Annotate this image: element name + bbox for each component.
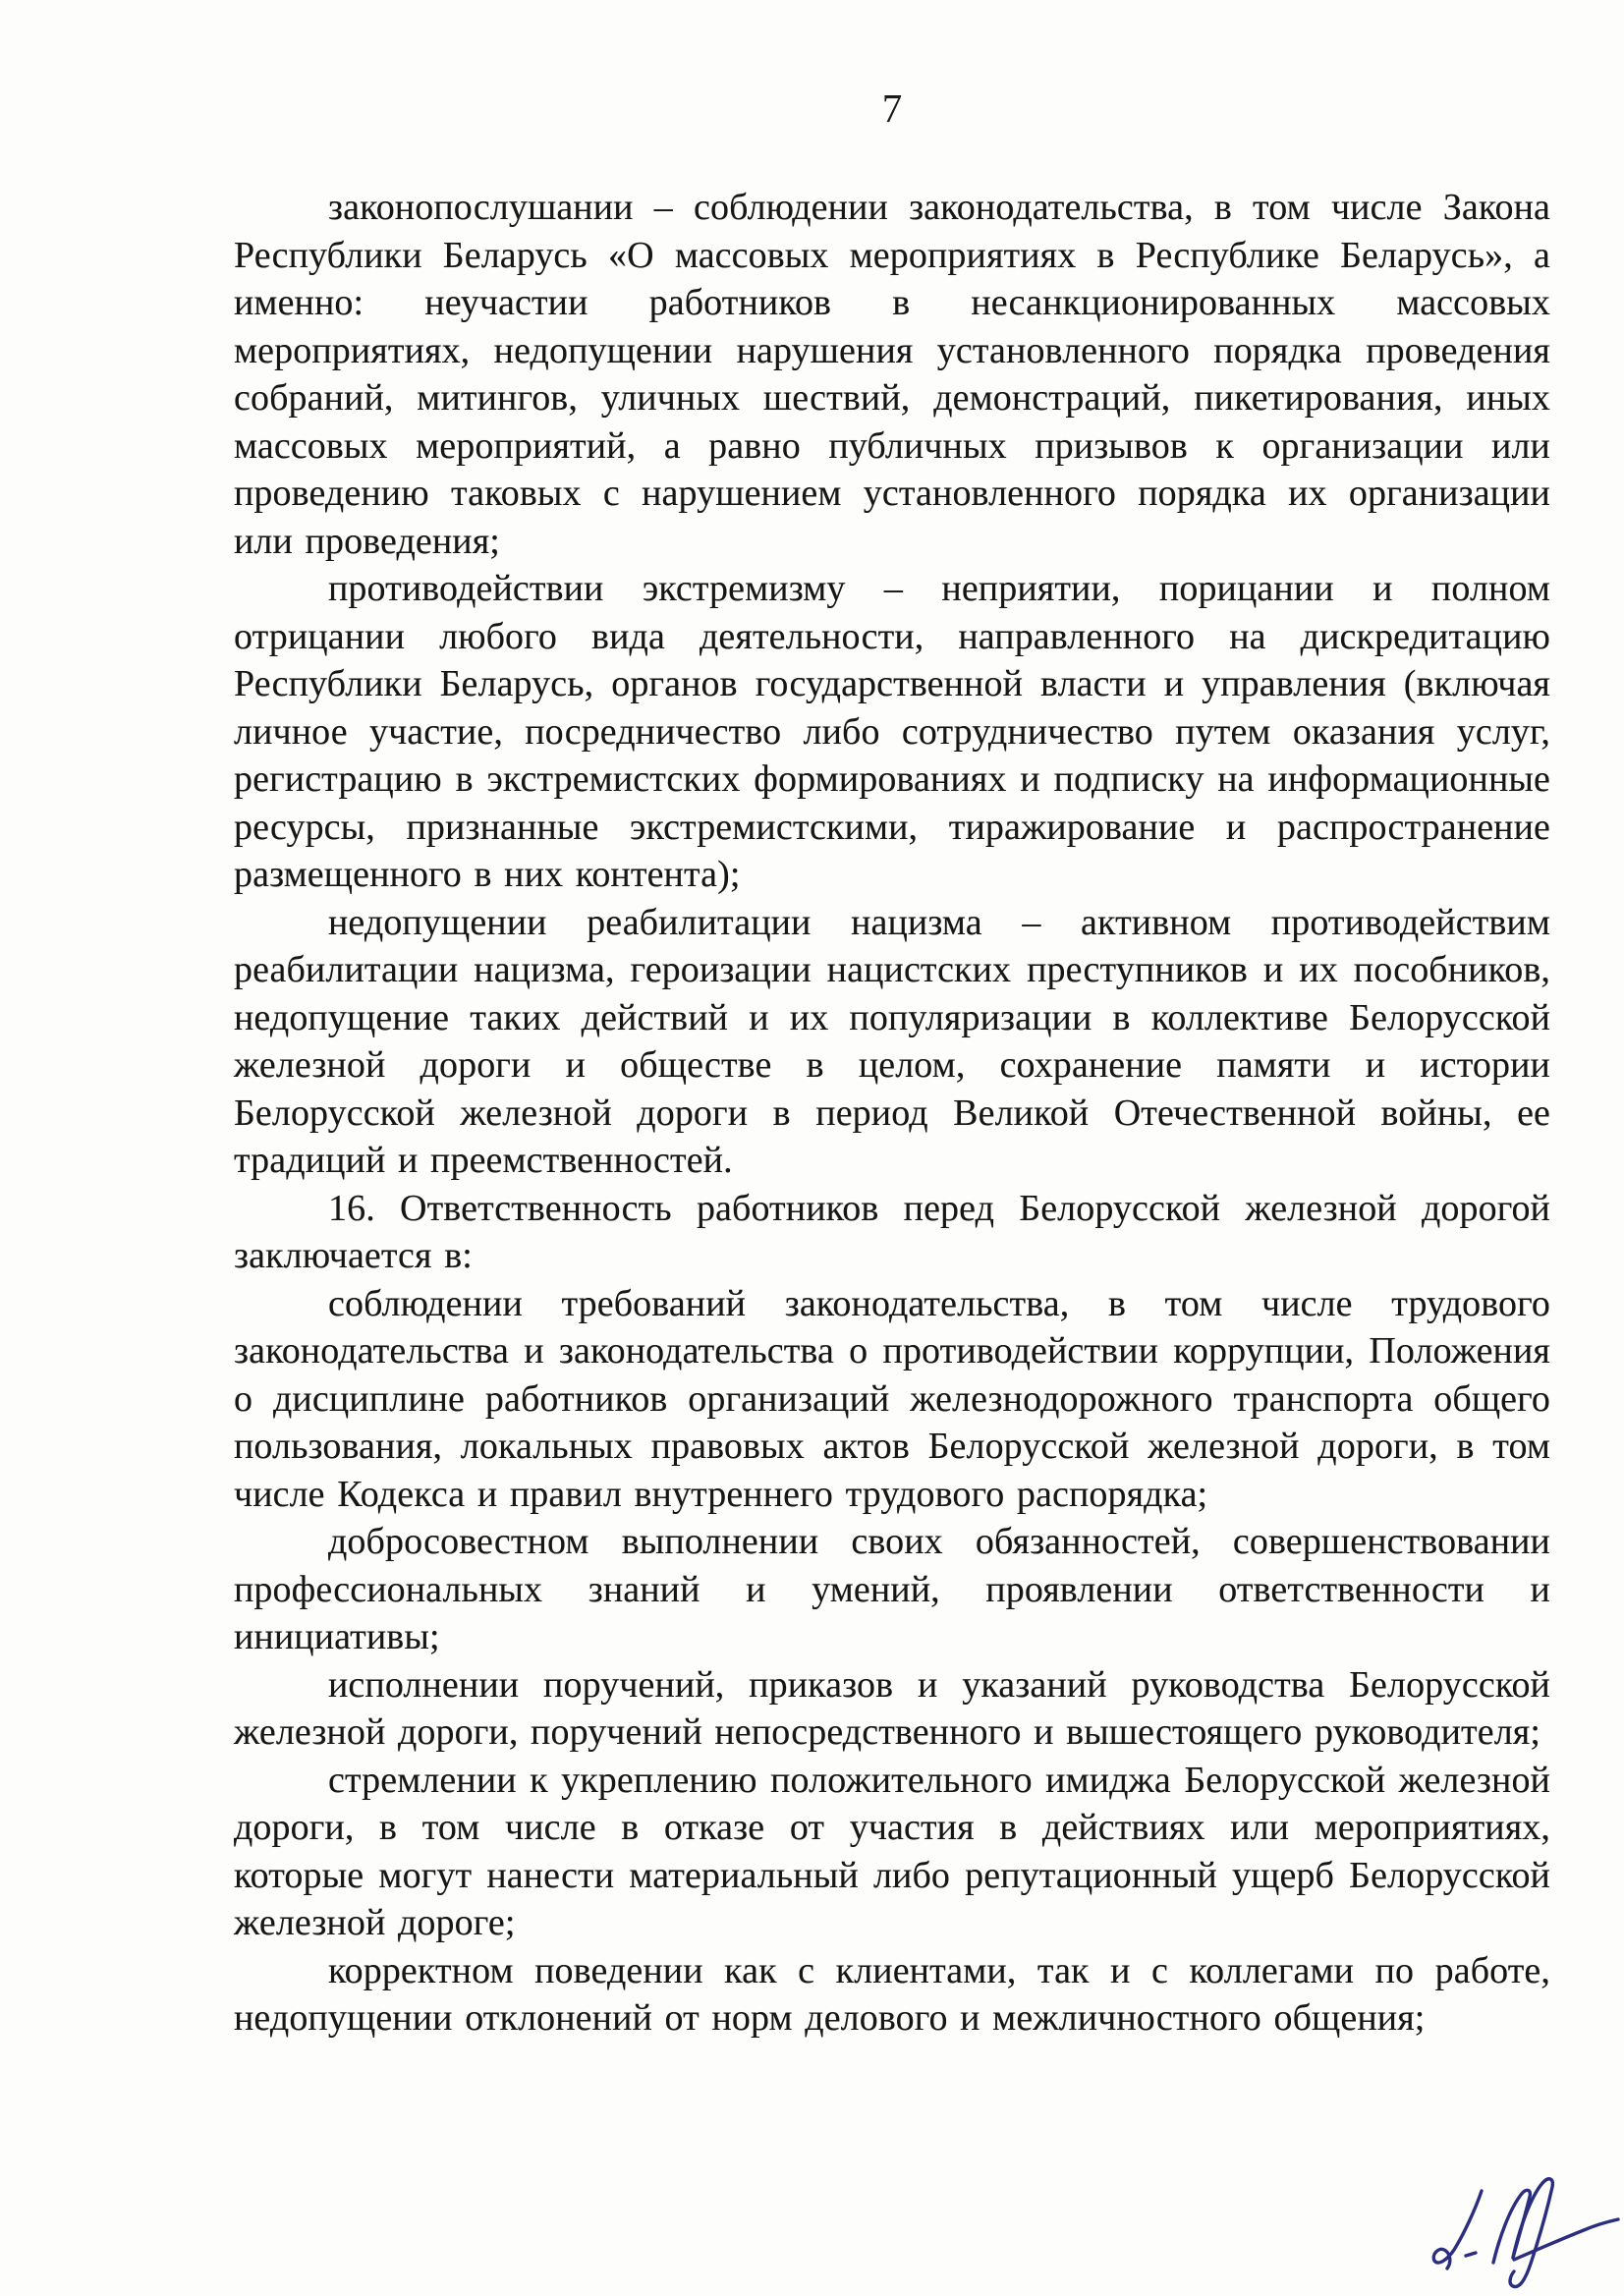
paragraph-correct-behavior: корректном поведении как с клиентами, так и с коллегами по работе, недопущении отклонений от норм делового и межличностного общения;: [234, 1949, 1550, 2039]
paragraph-lawfulness: законопослушании – соблюдении законодательства, в том числе Закона Республики Беларусь «О массовых мероприятиях в Республике Беларусь», а именно: неучастии работников в несанкционированных массовых мероприятиях, недопущении нарушения установленного порядка проведения собраний, митингов, уличных шествий, демонстраций, пикетирования, иных массовых мероприятий, а равно публичных призывов к организации или проведению таковых с нарушением установленного порядка их организации или проведения;: [234, 187, 1550, 562]
paragraph-diligent-duties: добросовестном выполнении своих обязанностей, совершенствовании профессиональных знаний и умений, проявлении ответственности и инициативы;: [234, 1521, 1550, 1657]
paragraph-image-strengthening: стремлении к укреплению положительного имиджа Белорусской железной дороги, в том числе в отказе от участия в действиях или мероприятиях, которые могут нанести материальный либо репутационный ущерб Белорусской железной дороге;: [234, 1759, 1550, 1943]
signature-ink-icon: [1415, 2169, 1624, 2296]
paragraph-clause-16: 16. Ответственность работников перед Белорусской железной дорогой заключается в:: [234, 1187, 1550, 1276]
page-number: 7: [881, 85, 903, 131]
paragraph-nazism-rehabilitation: недопущении реабилитации нацизма – активном противодействим реабилитации нацизма, героизации нацистских преступников и их пособников, недопущение таких действий и их популяризации в коллективе Белорусской железной дороги и обществе в целом, сохранение памяти и истории Белорусской железной дороги в период Великой Отечественной войны, ее традиций и преемственностей.: [234, 901, 1550, 1181]
paragraph-legislation-compliance: соблюдении требований законодательства, в том числе трудового законодательства и законодательства о противодействии коррупции, Положения о дисциплине работников организаций железнодорожного транспорта общего пользования, локальных правовых актов Белорусской железной дороги, в том числе Кодекса и правил внутреннего трудового распорядка;: [234, 1282, 1550, 1515]
paragraph-counter-extremism: противодействии экстремизму – неприятии, порицании и полном отрицании любого вида деятельности, направленного на дискредитацию Республики Беларусь, органов государственной власти и управления (включая личное участие, посредничество либо сотрудничество путем оказания услуг, регистрацию в экстремистских формированиях и подписку на информационные ресурсы, признанные экстремистскими, тиражирование и распространение размещенного в них контента);: [234, 568, 1550, 895]
document-body: [234, 184, 1550, 2043]
paragraph-orders-execution: исполнении поручений, приказов и указаний руководства Белорусской железной дороги, поручений непосредственного и вышестоящего руководителя;: [234, 1663, 1550, 1753]
